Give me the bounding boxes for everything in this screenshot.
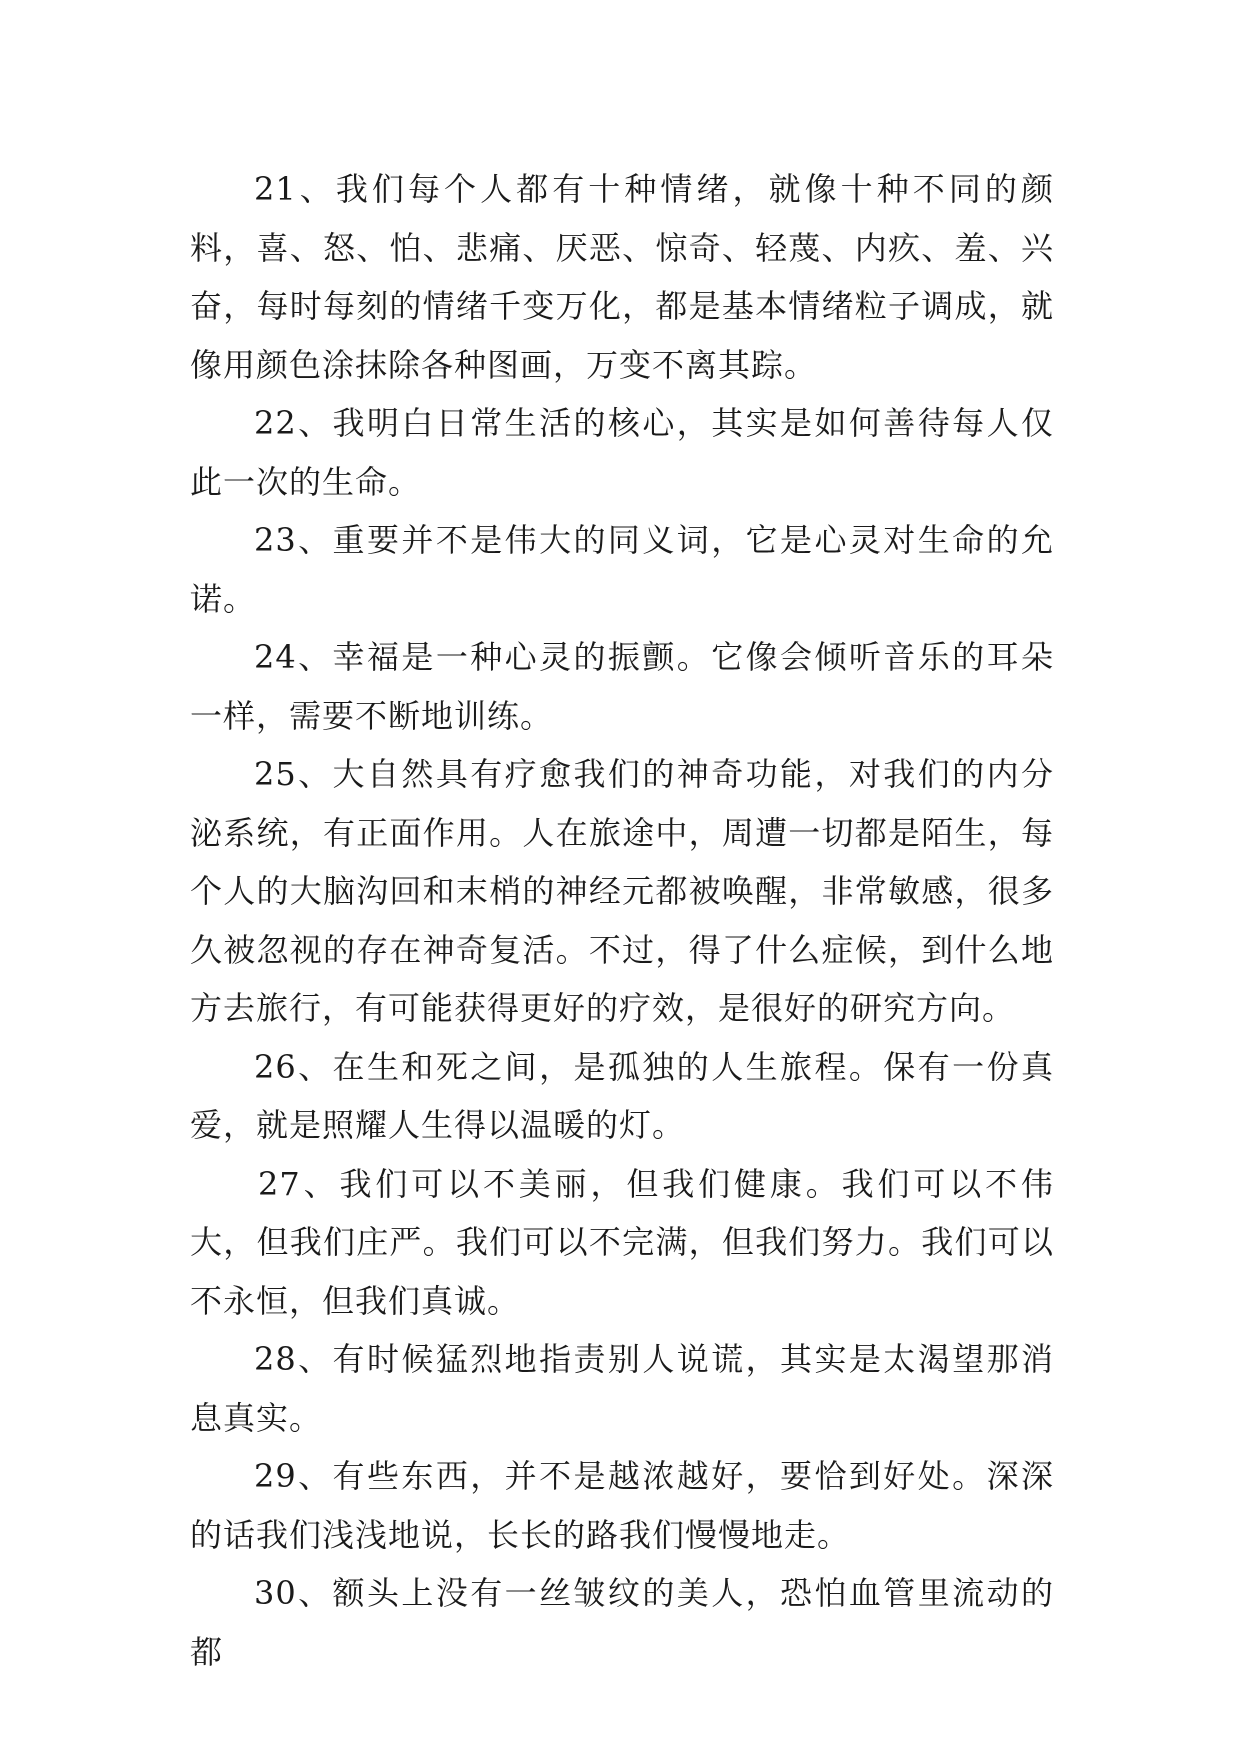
paragraph-21: 21、我们每个人都有十种情绪，就像十种不同的颜料，喜、怒、怕、悲痛、厌恶、惊奇、轻蔑、内疚、羞、兴奋，每时每刻的情绪千变万化，都是基本情绪粒子调成，就像用颜色涂抹除各种图画，万变不离其踪。 [190,170,1054,384]
document-page [190,160,1054,1681]
paragraph-27: 27、我们可以不美丽，但我们健康。我们可以不伟大，但我们庄严。我们可以不完满，但我们努力。我们可以不永恒，但我们真诚。 [190,1164,1054,1320]
paragraph-23: 23、重要并不是伟大的同义词，它是心灵对生命的允诺。 [190,521,1054,618]
paragraph-22: 22、我明白日常生活的核心，其实是如何善待每人仅此一次的生命。 [190,404,1054,501]
paragraph-25: 25、大自然具有疗愈我们的神奇功能，对我们的内分泌系统，有正面作用。人在旅途中，周遭一切都是陌生，每个人的大脑沟回和末梢的神经元都被唤醒，非常敏感，很多久被忽视的存在神奇复活。不过，得了什么症候，到什么地方去旅行，有可能获得更好的疗效，是很好的研究方向。 [190,755,1054,1027]
paragraph-24: 24、幸福是一种心灵的振颤。它像会倾听音乐的耳朵一样，需要不断地训练。 [190,638,1054,735]
paragraph-29: 29、有些东西，并不是越浓越好，要恰到好处。深深的话我们浅浅地说，长长的路我们慢慢地走。 [190,1457,1054,1554]
paragraph-30: 30、额头上没有一丝皱纹的美人，恐怕血管里流动的都 [190,1574,1054,1671]
paragraph-26: 26、在生和死之间，是孤独的人生旅程。保有一份真爱，就是照耀人生得以温暖的灯。 [190,1047,1054,1144]
paragraph-28: 28、有时候猛烈地指责别人说谎，其实是太渴望那消息真实。 [190,1340,1054,1437]
